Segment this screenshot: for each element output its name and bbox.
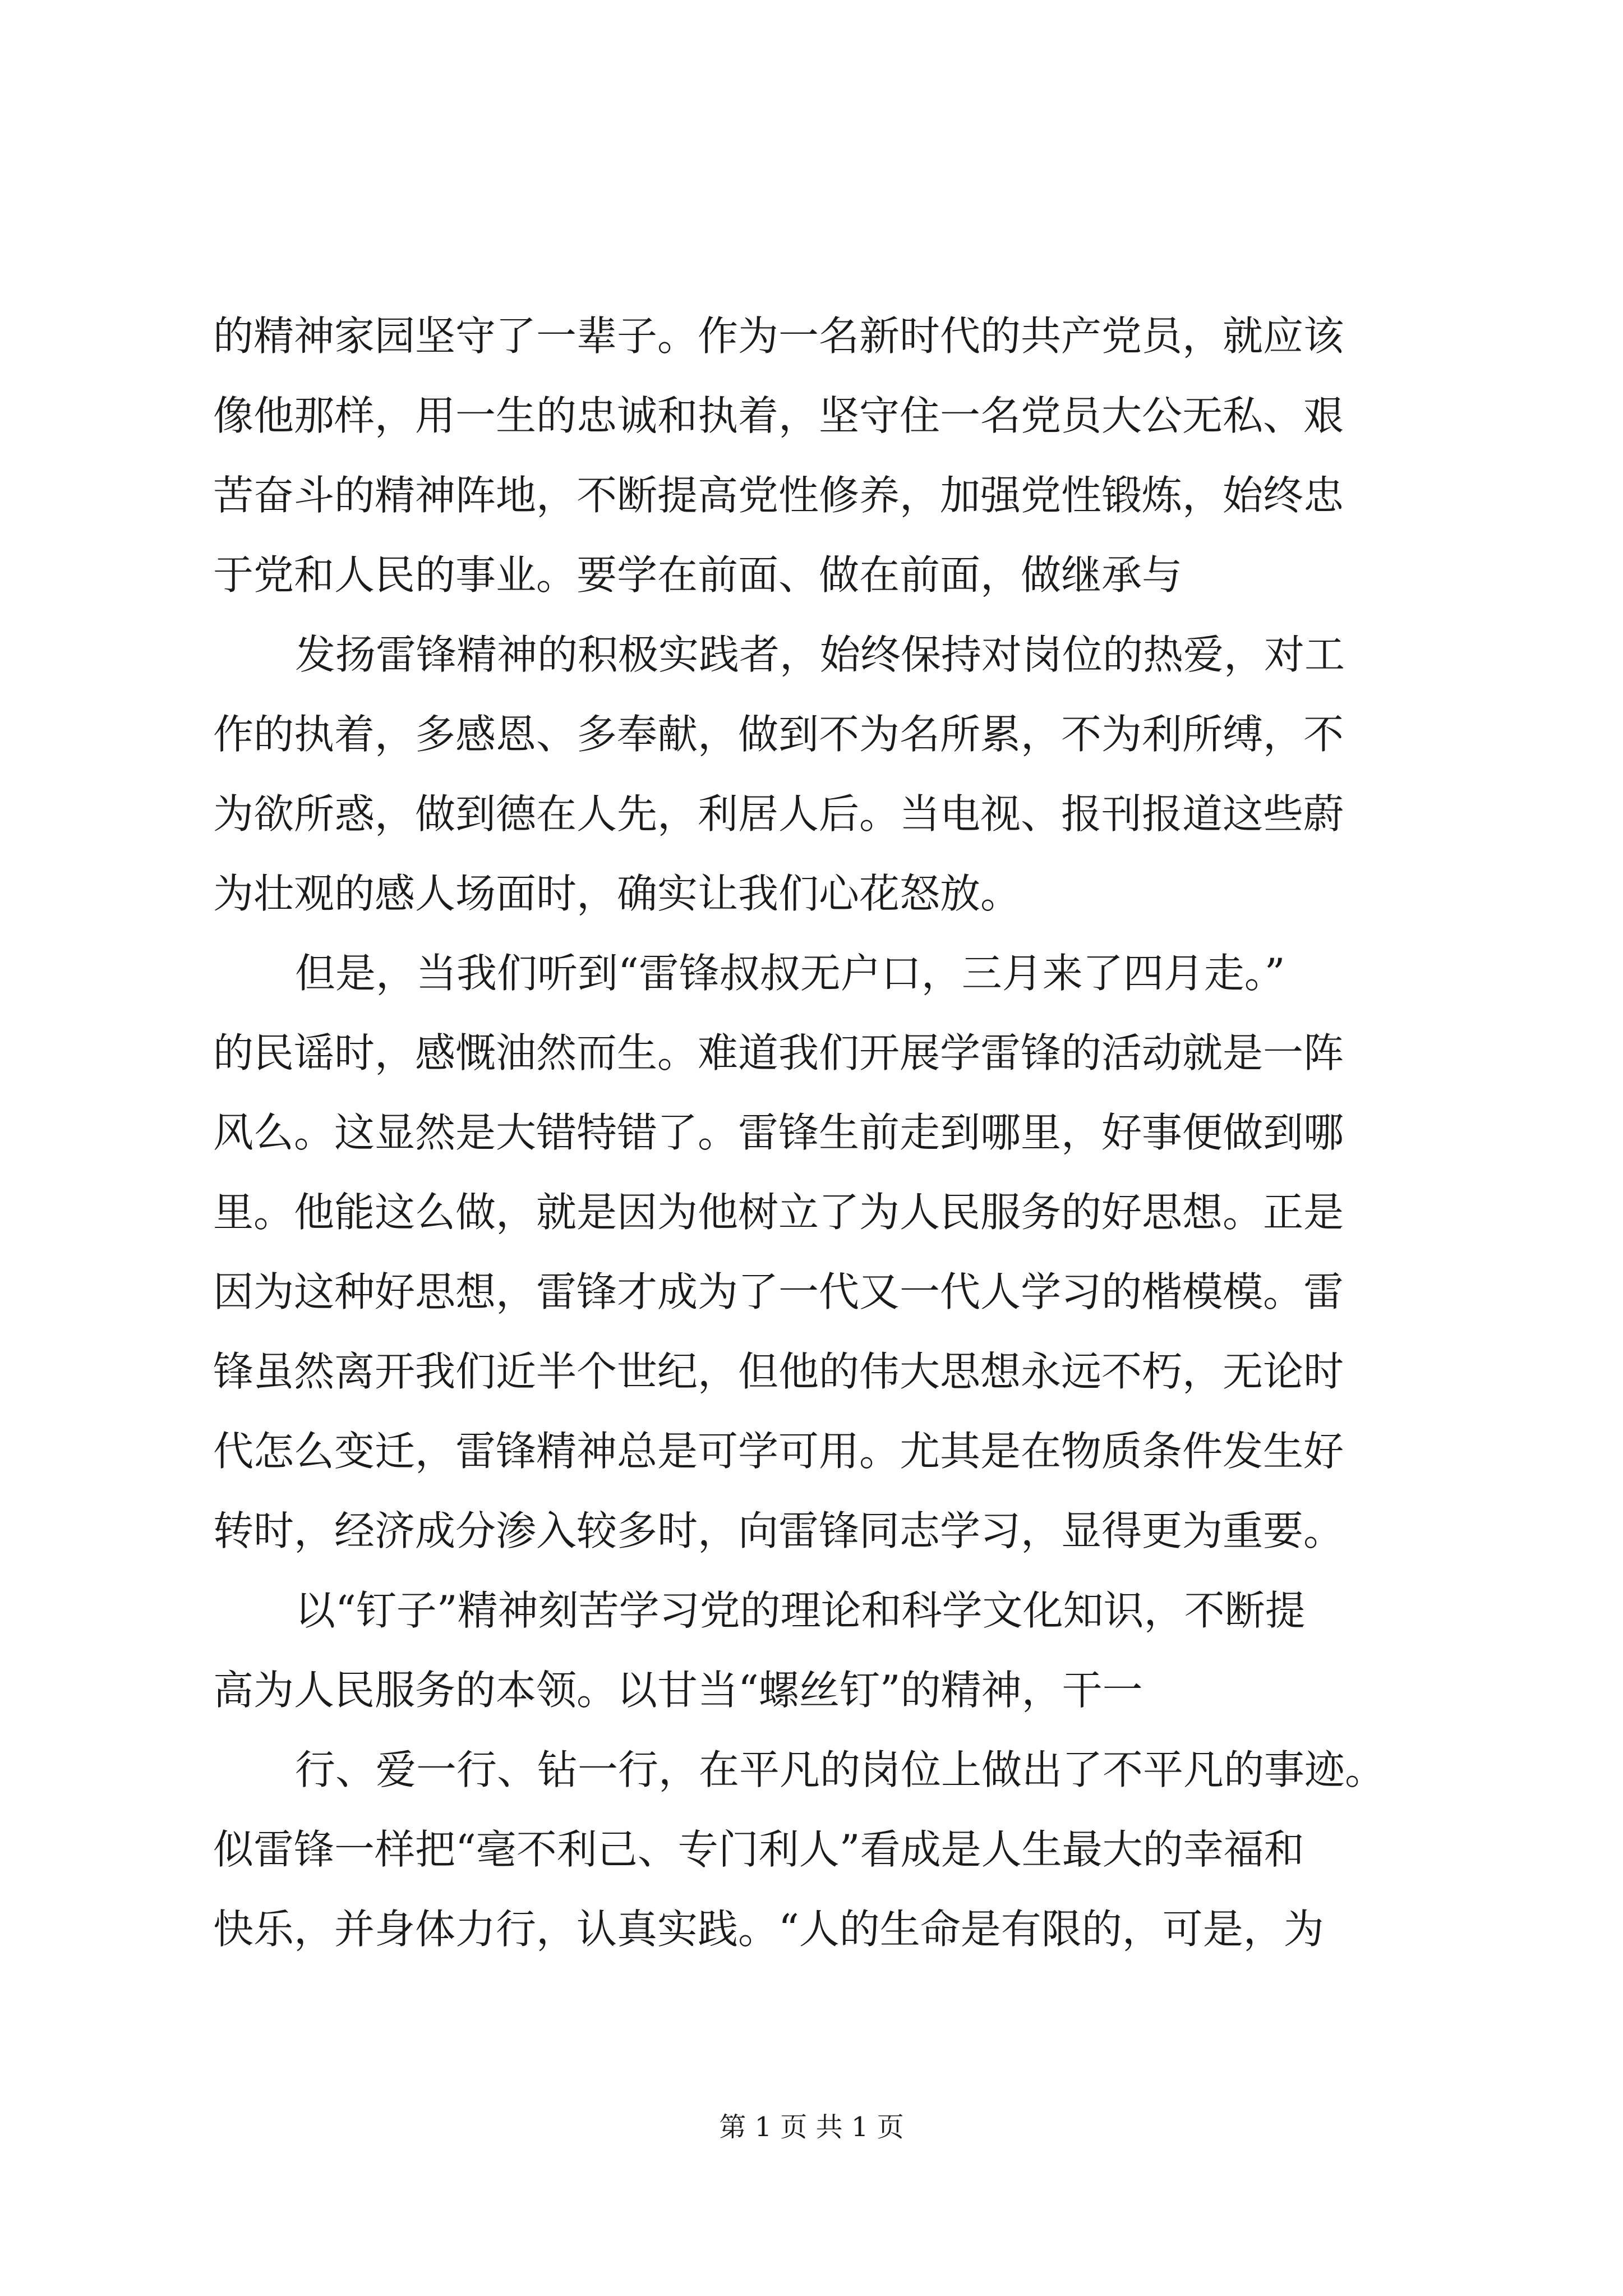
text-line: 似雷锋一样把“毫不利己、专门利人”看成是人生最大的幸福和 xyxy=(213,1826,1304,1873)
text-line: 风么。这显然是大错特错了。雷锋生前走到哪里，好事便做到哪 xyxy=(213,1109,1344,1156)
text-line: 发扬雷锋精神的积极实践者，始终保持对岗位的热爱，对工 xyxy=(295,631,1345,678)
text-line: 苦奋斗的精神阵地，不断提高党性修养，加强党性锻炼，始终忠 xyxy=(213,472,1344,519)
text-line: 为壮观的感人场面时，确实让我们心花怒放。 xyxy=(213,870,1021,917)
page-footer: 第 1 页 共 1 页 xyxy=(719,2111,904,2143)
paragraph xyxy=(213,296,1413,615)
paragraph xyxy=(213,615,1413,933)
paragraph xyxy=(213,1730,1413,1969)
text-line: 因为这种好思想，雷锋才成为了一代又一代人学习的楷模模。雷 xyxy=(213,1268,1344,1315)
text-line: 像他那样，用一生的忠诚和执着，坚守住一名党员大公无私、艰 xyxy=(213,392,1344,439)
text-line: 高为人民服务的本领。以甘当“螺丝钉”的精神，干一 xyxy=(213,1667,1143,1714)
text-line: 快乐，并身体力行，认真实践。“人的生命是有限的，可是，为 xyxy=(213,1906,1324,1953)
text-line: 锋虽然离开我们近半个世纪，但他的伟大思想永远不朽，无论时 xyxy=(213,1348,1344,1395)
paragraph xyxy=(213,933,1413,1571)
text-line: 作的执着，多感恩、多奉献，做到不为名所累，不为利所缚，不 xyxy=(213,711,1344,758)
paragraph xyxy=(213,1571,1413,1730)
text-line: 的精神家园坚守了一辈子。作为一名新时代的共产党员，就应该 xyxy=(213,312,1344,360)
text-line: 代怎么变迁，雷锋精神总是可学可用。尤其是在物质条件发生好 xyxy=(213,1428,1344,1475)
text-line: 行、爱一行、钻一行，在平凡的岗位上做出了不平凡的事迹。 xyxy=(295,1746,1386,1793)
document-body xyxy=(213,296,1413,1969)
text-line: 但是，当我们听到“雷锋叔叔无户口，三月来了四月走。” xyxy=(295,950,1285,997)
text-line: 以“钉子”精神刻苦学习党的理论和科学文化知识，不断提 xyxy=(295,1587,1306,1634)
text-line: 于党和人民的事业。要学在前面、做在前面，做继承与 xyxy=(213,551,1183,599)
text-line: 里。他能这么做，就是因为他树立了为人民服务的好思想。正是 xyxy=(213,1189,1344,1236)
text-line: 的民谣时，感慨油然而生。难道我们开展学雷锋的活动就是一阵 xyxy=(213,1029,1344,1076)
text-line: 转时，经济成分渗入较多时，向雷锋同志学习，显得更为重要。 xyxy=(213,1507,1344,1554)
text-line: 为欲所惑，做到德在人先，利居人后。当电视、报刊报道这些蔚 xyxy=(213,790,1344,838)
